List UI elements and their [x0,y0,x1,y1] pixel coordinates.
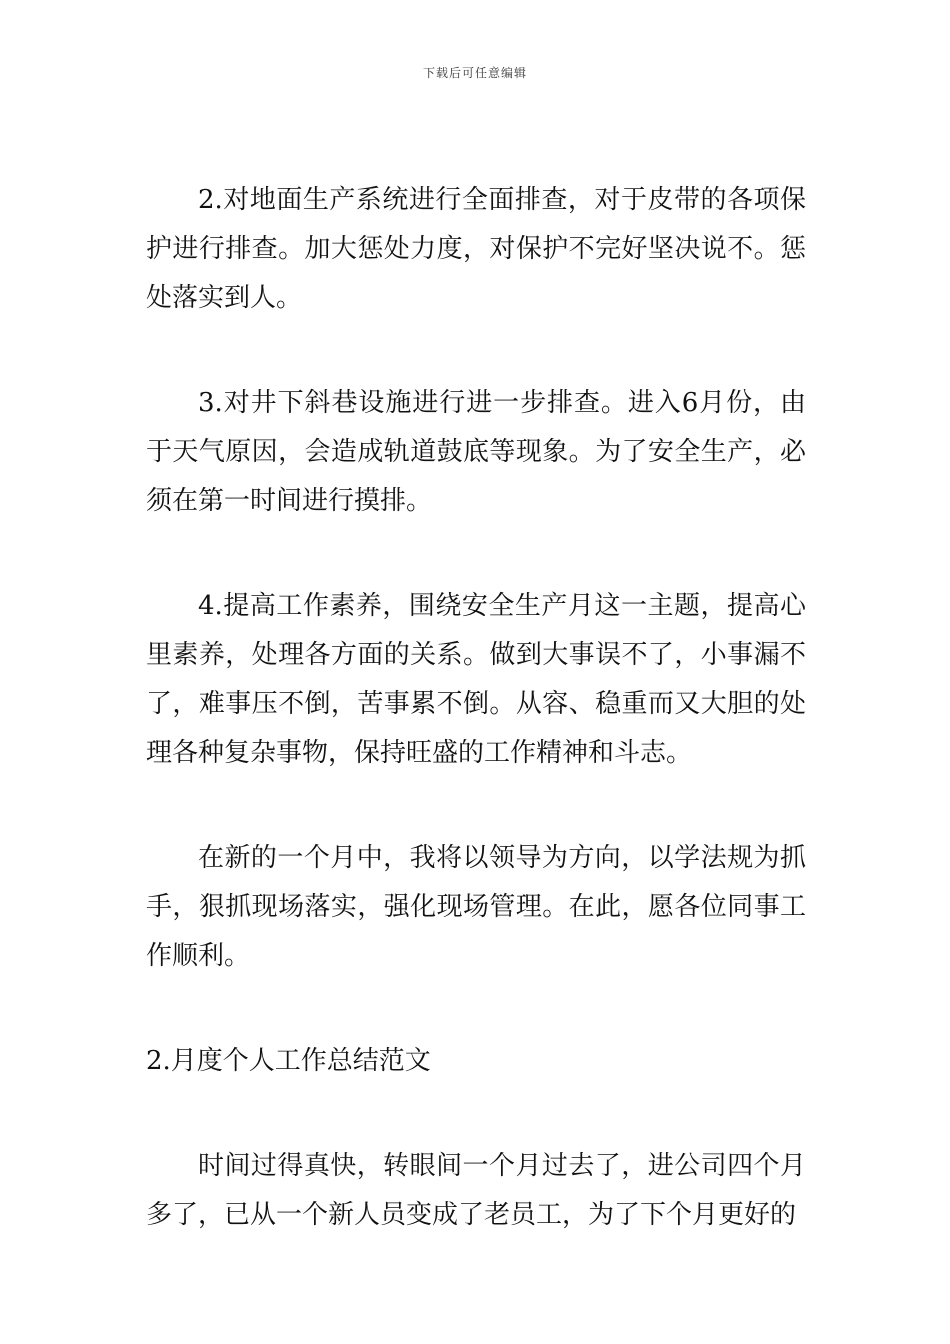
section-heading: 2.月度个人工作总结范文 [146,1046,431,1076]
paragraph-conclusion: 在新的一个月中，我将以领导为方向，以学法规为抓手，狠抓现场落实，强化现场管理。在此，愿各位同事工作顺利。 [146,843,806,971]
paragraph-intro: 时间过得真快，转眼间一个月过去了，进公司四个月多了，已从一个新人员变成了老员工，为了下个月更好的 [146,1151,806,1230]
document-body [146,176,806,1296]
paragraph-item-2: 2.对地面生产系统进行全面排查，对于皮带的各项保护进行排查。加大惩处力度，对保护不完好坚决说不。惩处落实到人。 [146,185,806,313]
page-header: 下载后可任意编辑 [422,66,527,80]
paragraph-item-3: 3.对井下斜巷设施进行进一步排查。进入6月份，由于天气原因，会造成轨道鼓底等现象。为了安全生产，必须在第一时间进行摸排。 [146,388,806,516]
paragraph-item-4: 4.提高工作素养，围绕安全生产月这一主题，提高心里素养，处理各方面的关系。做到大事误不了，小事漏不了，难事压不倒，苦事累不倒。从容、稳重而又大胆的处理各种复杂事物，保持旺盛的工作精神和斗志。 [146,591,806,768]
